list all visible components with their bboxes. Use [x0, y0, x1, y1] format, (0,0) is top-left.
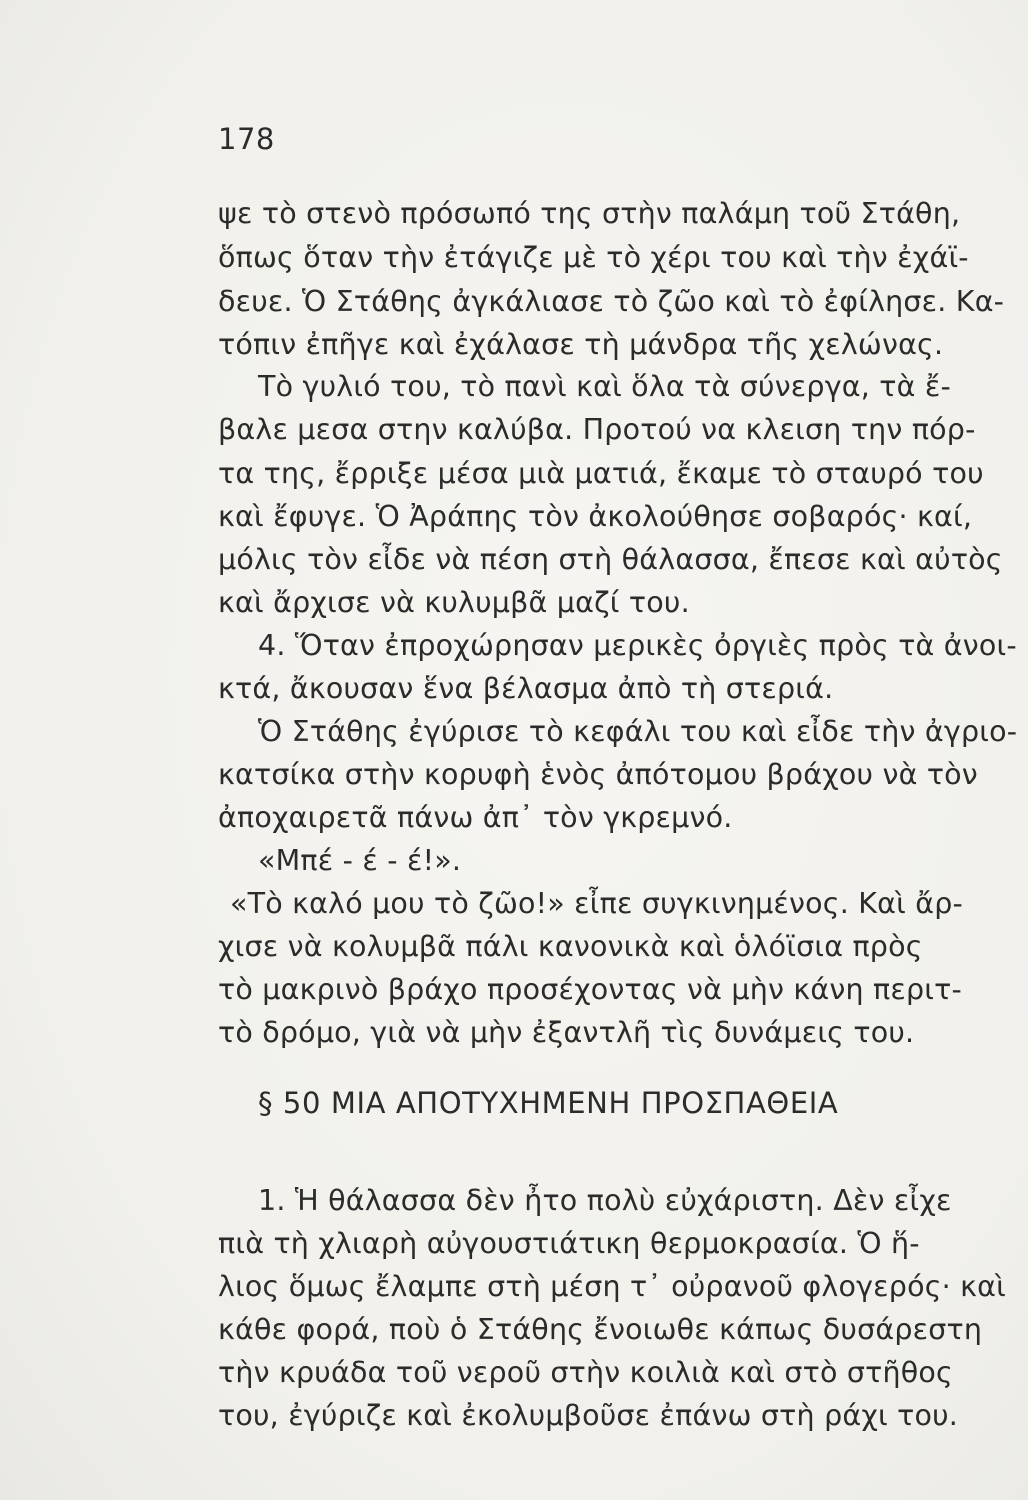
page-number: 178 [218, 122, 275, 156]
text-line: τα της, ἔρριξε μέσα μιὰ ματιά, ἔκαμε τὸ σταυρό του [218, 457, 984, 490]
text-line: καὶ ἔφυγε. Ὁ Ἀράπης τὸν ἀκολούθησε σοβαρός· καί, [218, 500, 973, 533]
text-line: πιὰ τὴ χλιαρὴ αὐγουστιάτικη θερμοκρασία. Ὁ ἥ- [218, 1227, 920, 1260]
text-line: ὅπως ὅταν τὴν ἐτάγιζε μὲ τὸ χέρι του καὶ τὴν ἐχάϊ- [218, 241, 969, 274]
text-line: 1. Ἡ θάλασσα δὲν ἦτο πολὺ εὐχάριστη. Δὲν εἶχε [258, 1184, 952, 1217]
text-line: «Τὸ καλό μου τὸ ζῶο!» εἶπε συγκινημένος. Καὶ ἄρ- [230, 887, 963, 920]
text-line: τὴν κρυάδα τοῦ νεροῦ στὴν κοιλιὰ καὶ στὸ στῆθος [218, 1356, 953, 1389]
text-line: κτά, ἄκουσαν ἕνα βέλασμα ἀπὸ τὴ στεριά. [218, 672, 834, 705]
section-heading: § 50 ΜΙΑ ΑΠΟΤΥΧΗΜΕΝΗ ΠΡΟΣΠΑΘΕΙΑ [258, 1086, 839, 1120]
text-line: τὸ μακρινὸ βράχο προσέχοντας νὰ μὴν κάνη περιτ- [218, 973, 962, 1006]
text-line: του, ἐγύριζε καὶ ἐκολυμβοῦσε ἐπάνω στὴ ράχι του. [218, 1399, 959, 1432]
text-line: τόπιν ἐπῆγε καὶ ἐχάλασε τὴ μάνδρα τῆς χελώνας. [218, 328, 944, 361]
text-line: λιος ὅμως ἔλαμπε στὴ μέση τ᾿ οὐρανοῦ φλογερός· καὶ [218, 1270, 1006, 1303]
text-line: μόλις τὸν εἶδε νὰ πέση στὴ θάλασσα, ἔπεσε καὶ αὐτὸς [218, 543, 1003, 576]
text-line: κατσίκα στὴν κορυφὴ ἑνὸς ἀπότομου βράχου νὰ τὸν [218, 758, 978, 791]
text-line: «Μπέ - έ - έ!». [258, 844, 462, 877]
text-line: δευε. Ὁ Στάθης ἀγκάλιασε τὸ ζῶο καὶ τὸ ἐφίλησε. Κα- [218, 285, 1005, 318]
text-line: χισε νὰ κολυμβᾶ πάλι κανονικὰ καὶ ὁλόϊσια πρὸς [218, 930, 923, 963]
text-line: Ὁ Στάθης ἐγύρισε τὸ κεφάλι του καὶ εἶδε τὴν ἀγριο- [258, 715, 1018, 748]
text-line: βαλε μεσα στην καλύβα. Προτού να κλειση την πόρ- [218, 413, 976, 446]
text-line: ψε τὸ στενὸ πρόσωπό της στὴν παλάμη τοῦ Στάθη, [218, 197, 961, 230]
text-line: ἀποχαιρετᾶ πάνω ἀπ᾿ τὸν γκρεμνό. [218, 801, 733, 834]
text-line: κάθε φορά, ποὺ ὁ Στάθης ἔνοιωθε κάπως δυσάρεστη [218, 1313, 983, 1346]
text-line: Τὸ γυλιό του, τὸ πανὶ καὶ ὅλα τὰ σύνεργα, τὰ ἔ- [258, 370, 951, 403]
text-line: καὶ ἄρχισε νὰ κυλυμβᾶ μαζί του. [218, 586, 690, 619]
text-line: τὸ δρόμο, γιὰ νὰ μὴν ἐξαντλῆ τὶς δυνάμεις του. [218, 1016, 915, 1049]
text-line: 4. Ὅταν ἐπροχώρησαν μερικὲς ὀργιὲς πρὸς τὰ ἀνοι- [258, 629, 1017, 662]
